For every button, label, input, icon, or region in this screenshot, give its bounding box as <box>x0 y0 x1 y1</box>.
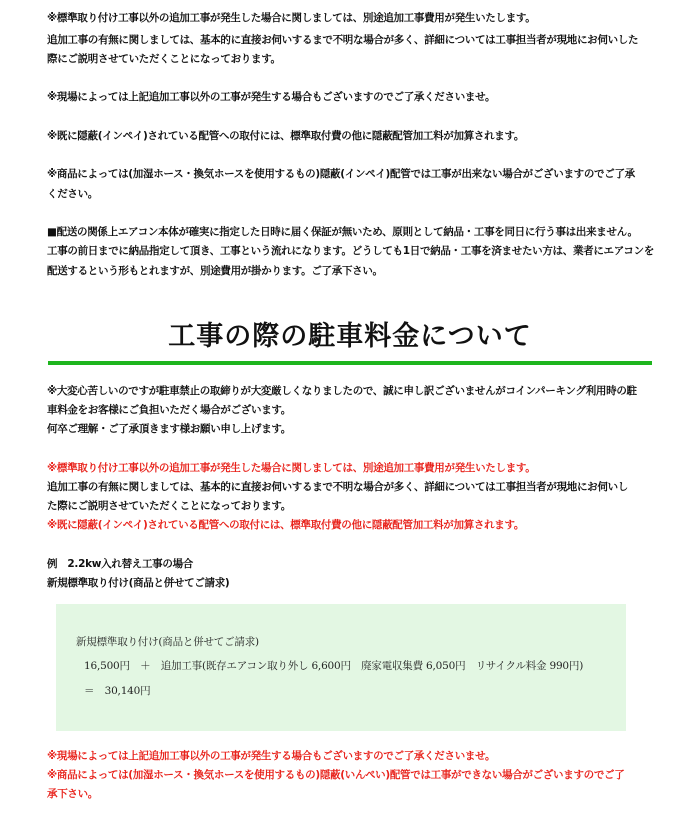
note-hose-products: ※商品によっては(加湿ホース・換気ホースを使用するもの)隠蔽(インペイ)配管では工事が出来ない場合がございますのでご了承 <box>47 168 635 180</box>
parking-intro-2: 車料金をお客様にご負担いただく場合がございます。 <box>47 404 291 416</box>
note-site-conditions: ※現場によっては上記追加工事以外の工事が発生する場合もございますのでご了承くださいませ。 <box>47 91 496 103</box>
footer-note-hose-products-cont: 承下さい。 <box>47 788 98 800</box>
note-delivery-cont-2: 配送するという形もとれますが、別途費用が掛かります。ご了承下さい。 <box>47 265 383 277</box>
note-additional-work-cont: 際にご説明させていただくことになっております。 <box>47 53 281 65</box>
parking-intro-3: 何卒ご理解・ご了承頂きます様お願い申し上げます。 <box>47 423 291 435</box>
example-price-breakdown: 16,500円 ＋ 追加工事(既存エアコン取り外し 6,600円 廃家電収集費 6,050円 リサイクル料金 990円) <box>84 660 584 672</box>
note-additional-work: 追加工事の有無に関しましては、基本的に直接お伺いするまで不明な場合が多く、詳細については工事担当者が現地にお伺いした <box>47 34 639 46</box>
red-note-additional-work: ※標準取り付け工事以外の追加工事が発生した場合に関しましては、別途追加工事費用が発生いたします。 <box>47 462 536 474</box>
note-standard-install: ※標準取り付け工事以外の追加工事が発生した場合に関しましては、別途追加工事費用が発生いたします。 <box>47 12 536 24</box>
example-subtitle: 新規標準取り付け(商品と併せてご請求) <box>47 577 230 589</box>
note-additional-work-detail: 追加工事の有無に関しましては、基本的に直接お伺いするまで不明な場合が多く、詳細については工事担当者が現地にお伺いし <box>47 481 628 493</box>
parking-intro-1: ※大変心苦しいのですが駐車禁止の取締りが大変厳しくなりましたので、誠に申し訳ございませんがコインパーキング利用時の駐 <box>47 385 637 397</box>
parking-fee-heading: 工事の際の駐車料金について <box>168 321 532 352</box>
example-box-title: 新規標準取り付け(商品と併せてご請求) <box>76 636 259 648</box>
example-title: 例 2.2kw入れ替え工事の場合 <box>47 558 193 570</box>
note-concealed-piping: ※既に隠蔽(インペイ)されている配管への取付には、標準取付費の他に隠蔽配管加工料が加算されます。 <box>47 130 525 142</box>
footer-note-hose-products: ※商品によっては(加湿ホース・換気ホースを使用するもの)隠蔽(いんぺい)配管では工事ができない場合がございますのでご了 <box>47 769 625 781</box>
heading-divider <box>48 361 652 365</box>
note-additional-work-detail-cont: た際にご説明させていただくことになっております。 <box>47 500 291 512</box>
note-delivery: ■配送の関係上エアコン本体が確実に指定した日時に届く保証が無いため、原則として納品・工事を同日に行う事は出来ません。 <box>47 226 638 238</box>
note-delivery-cont-1: 工事の前日までに納品指定して頂き、工事という流れになります。どうしても1日で納品・工事を済ませたい方は、業者にエアコンを <box>47 245 655 257</box>
example-price-total: ＝ 30,140円 <box>84 685 151 697</box>
footer-note-site-conditions: ※現場によっては上記追加工事以外の工事が発生する場合もございますのでご了承くださいませ。 <box>47 750 496 762</box>
red-note-concealed-piping: ※既に隠蔽(インペイ)されている配管への取付には、標準取付費の他に隠蔽配管加工料が加算されます。 <box>47 519 525 531</box>
example-price-box <box>56 604 626 731</box>
note-hose-products-cont: ください。 <box>47 188 98 200</box>
